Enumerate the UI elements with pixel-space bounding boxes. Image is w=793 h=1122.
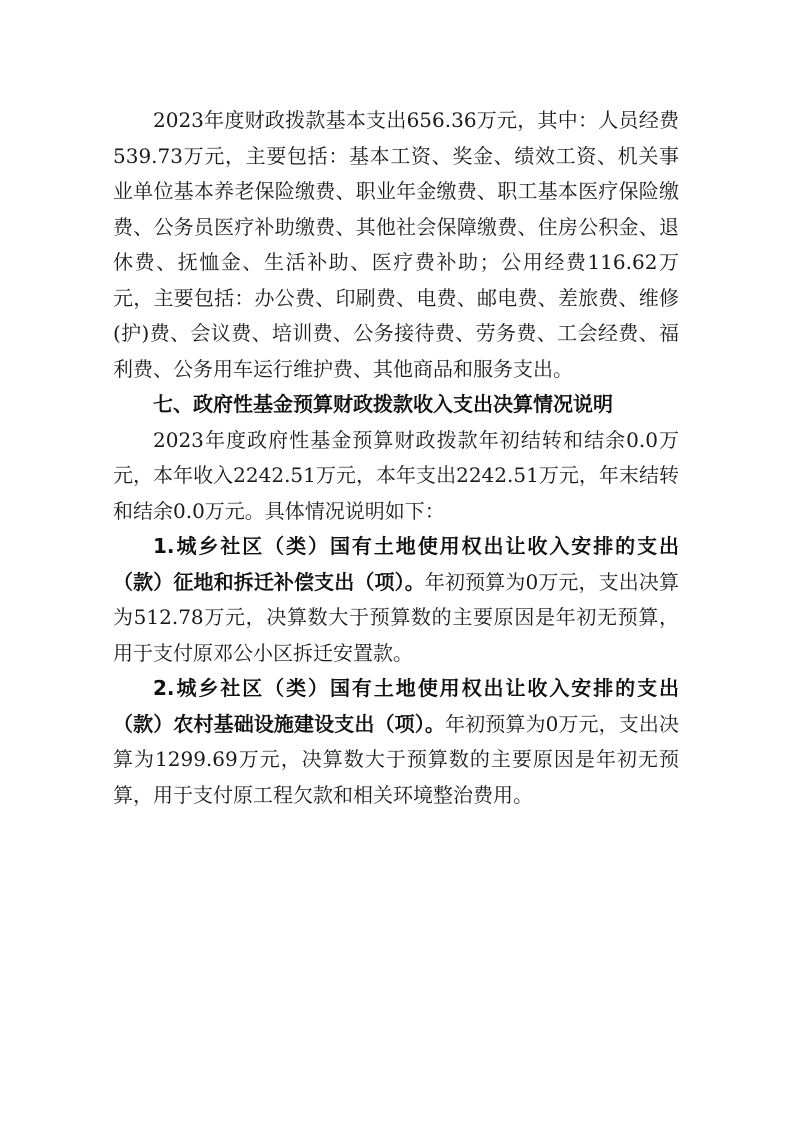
item-1-body: 年初预算为0万元，支出决算为512.78万元，决算数大于预算数的主要原因是年初无预算，用于支付原邓公小区拆迁安置款。 [113,569,679,665]
item-1-paragraph [113,529,679,671]
section-7-intro-paragraph: 2023年度政府性基金预算财政拨款年初结转和结余0.0万元，本年收入2242.51万元，本年支出2242.51万元，年末结转和结余0.0万元。具体情况说明如下： [113,427,679,523]
basic-expenditure-paragraph: 2023年度财政拨款基本支出656.36万元，其中：人员经费539.73万元，主要包括：基本工资、奖金、绩效工资、机关事业单位基本养老保险缴费、职业年金缴费、职工基本医疗保险缴费、公务员医疗补助缴费、其他社会保障缴费、住房公积金、退休费、抚恤金、生活补助、医疗费补助；公用经费116.62万元，主要包括：办公费、印刷费、电费、邮电费、差旅费、维修(护)费、会议费、培训费、公务接待费、劳务费、工会经费、福利费、公务用车运行维护费、其他商品和服务支出。 [113,108,679,381]
item-2-title: 2.城乡社区（类）国有土地使用权出让收入安排的支出（款）农村基础设施建设支出（项）。 [113,676,679,736]
item-2-paragraph [113,671,679,813]
document-body [113,103,679,813]
item-2-body: 年初预算为0万元，支出决算为1299.69万元，决算数大于预算数的主要原因是年初无预算，用于支付原工程欠款和相关环境整治费用。 [113,711,679,807]
section-7-heading: 七、政府性基金预算财政拨款收入支出决算情况说明 [153,392,613,416]
item-1-title: 1.城乡社区（类）国有土地使用权出让收入安排的支出（款）征地和拆迁补偿支出（项）。 [113,534,679,594]
